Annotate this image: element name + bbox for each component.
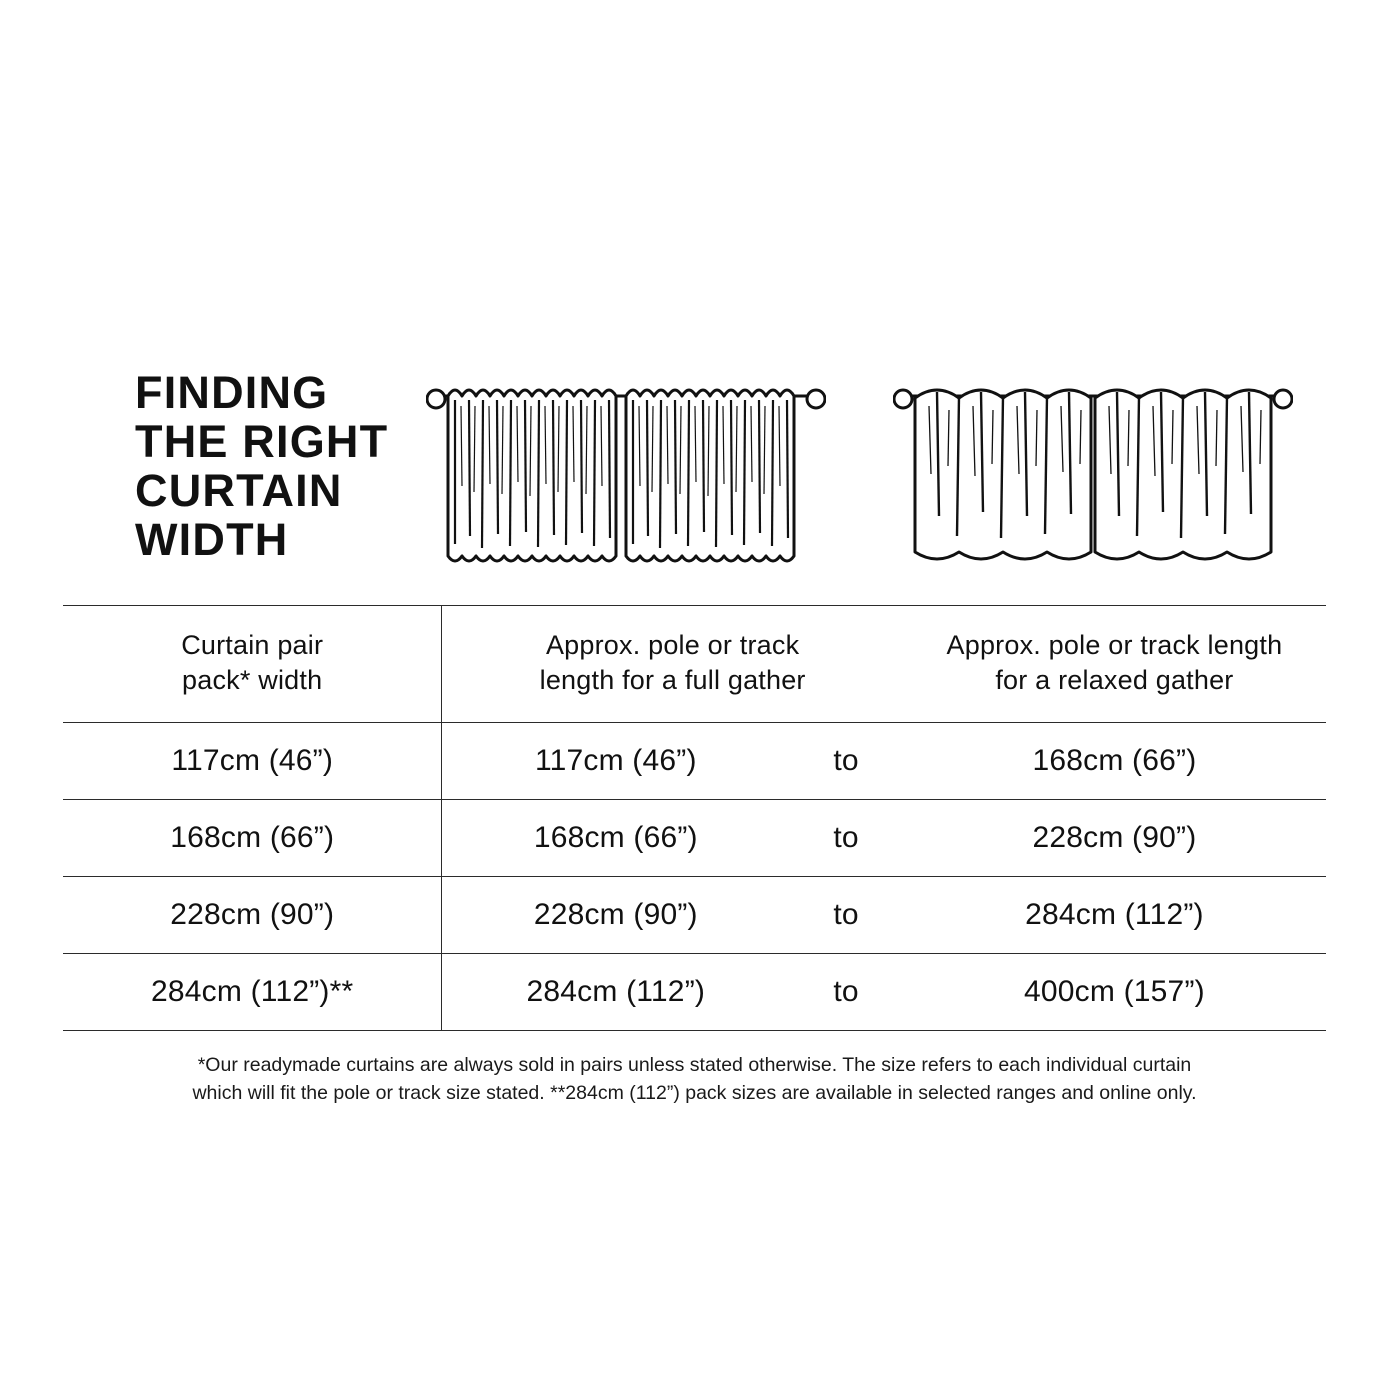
footnote-line-2: which will fit the pole or track size stated. **284cm (112”) pack sizes are available in selected ranges and online only. — [192, 1082, 1197, 1104]
pencil-pleat-curtain-relaxed-gather-illustration — [893, 366, 1293, 581]
footnote-line-1: *Our readymade curtains are always sold in pairs unless stated otherwise. The size refers to each individual curtain — [197, 1054, 1192, 1076]
cell-to: to — [789, 800, 903, 877]
cell-to: to — [789, 954, 903, 1031]
column-header-relaxed-gather — [903, 606, 1326, 723]
table-row — [63, 954, 1326, 1031]
cell-relaxed-gather: 284cm (112”) — [903, 877, 1326, 954]
column-header-relaxed-gather-line1: Approx. pole or track length — [946, 630, 1283, 660]
cell-pack-width: 117cm (46”) — [63, 723, 442, 800]
cell-pack-width: 228cm (90”) — [63, 877, 442, 954]
curtain-width-table — [63, 605, 1326, 1031]
content-area — [63, 360, 1326, 1107]
page-title-line-1: FINDING — [135, 367, 329, 418]
table-row — [63, 800, 1326, 877]
cell-full-gather: 117cm (46”) — [442, 723, 789, 800]
column-header-pack-width-line1: Curtain pair — [181, 630, 324, 660]
page-title-line-4: WIDTH — [135, 514, 289, 565]
table-row — [63, 877, 1326, 954]
page-title-line-3: CURTAIN — [135, 465, 343, 516]
column-header-relaxed-gather-line2: for a relaxed gather — [995, 665, 1234, 695]
column-header-full-gather — [442, 606, 903, 723]
illustration-group — [393, 360, 1326, 581]
cell-relaxed-gather: 228cm (90”) — [903, 800, 1326, 877]
cell-full-gather: 168cm (66”) — [442, 800, 789, 877]
table-row — [63, 723, 1326, 800]
column-header-pack-width-line2: pack* width — [182, 665, 323, 695]
cell-to: to — [789, 723, 903, 800]
cell-pack-width: 284cm (112”)** — [63, 954, 442, 1031]
cell-full-gather: 284cm (112”) — [442, 954, 789, 1031]
cell-relaxed-gather: 400cm (157”) — [903, 954, 1326, 1031]
page-title — [63, 360, 393, 564]
column-header-full-gather-line2: length for a full gather — [539, 665, 806, 695]
page-title-line-2: THE RIGHT — [135, 416, 389, 467]
cell-relaxed-gather: 168cm (66”) — [903, 723, 1326, 800]
column-header-pack-width — [63, 606, 442, 723]
pencil-pleat-curtain-full-gather-illustration — [426, 366, 826, 581]
cell-pack-width: 168cm (66”) — [63, 800, 442, 877]
footnote — [63, 1051, 1326, 1107]
table-header-row — [63, 606, 1326, 723]
column-header-full-gather-line1: Approx. pole or track — [545, 630, 800, 660]
cell-full-gather: 228cm (90”) — [442, 877, 789, 954]
header — [63, 360, 1326, 605]
cell-to: to — [789, 877, 903, 954]
